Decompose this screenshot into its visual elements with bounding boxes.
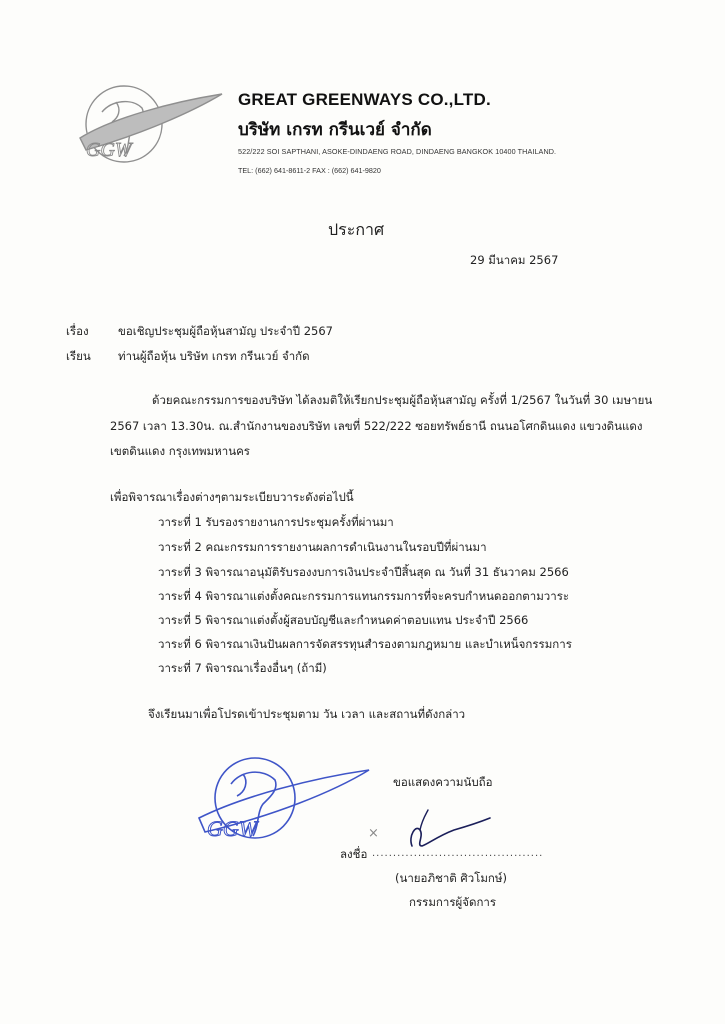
company-address: 522/222 SOI SAPTHANI, ASOKE-DINDAENG ROAD, DINDAENG BANGKOK 10400 THAILAND. — [238, 147, 557, 156]
subject-text: ขอเชิญประชุมผู้ถือหุ้นสามัญ ประจำปี 2567 — [118, 324, 333, 338]
regards-text: ขอแสดงความนับถือ — [393, 775, 493, 789]
signature-line: ......................................... — [372, 848, 544, 859]
agenda-item-3: วาระที่ 3 พิจารณาอนุมัติรับรองงบการเงินประจำปีสิ้นสุด ณ วันที่ 31 ธันวาคม 2566 — [158, 565, 569, 579]
agenda-item-6: วาระที่ 6 พิจารณาเงินปันผลการจัดสรรทุนสำรองตามกฎหมาย และบำเหน็จกรรมการ — [158, 637, 572, 651]
recipient-label: เรียน — [66, 349, 91, 363]
recipient-text: ท่านผู้ถือหุ้น บริษัท เกรท กรีนเวย์ จำกัด — [118, 349, 310, 363]
x-mark-icon: × — [368, 826, 379, 841]
agenda-item-1: วาระที่ 1 รับรองรายงานการประชุมครั้งที่ผ่านมา — [158, 515, 394, 529]
stamp-text: GGW — [207, 816, 258, 841]
body-line-2: 2567 เวลา 13.30น. ณ.สำนักงานของบริษัท เลขที่ 522/222 ซอยทรัพย์ธานี ถนนอโศกดินแดง แขวงดินแดง — [110, 419, 643, 433]
subject-label: เรื่อง — [66, 324, 89, 338]
agenda-item-2: วาระที่ 2 คณะกรรมการรายงานผลการดำเนินงานในรอบปีที่ผ่านมา — [158, 540, 487, 554]
company-name-th: บริษัท เกรท กรีนเวย์ จำกัด — [238, 120, 432, 140]
agenda-item-5: วาระที่ 5 พิจารณาแต่งตั้งผู้สอบบัญชีและกำหนดค่าตอบแทน ประจำปี 2566 — [158, 613, 529, 627]
signer-name: (นายอภิชาติ ศิวโมกษ์) — [395, 871, 507, 885]
logo-text: GGW — [86, 139, 132, 161]
page-title: ประกาศ — [328, 220, 385, 239]
body-line-3: เขตดินแดง กรุงเทพมหานคร — [110, 444, 250, 458]
signer-position: กรรมการผู้จัดการ — [409, 895, 497, 909]
agenda-item-4: วาระที่ 4 พิจารณาแต่งตั้งคณะกรรมการแทนกรรมการที่จะครบกำหนดออกตามวาระ — [158, 589, 570, 603]
agenda-intro: เพื่อพิจารณาเรื่องต่างๆตามระเบียบวาระดังต่อไปนี้ — [110, 490, 354, 504]
company-contact: TEL: (662) 641-8611-2 FAX : (662) 641-9820 — [238, 166, 381, 175]
sign-label: ลงชื่อ — [340, 847, 368, 861]
body-line-1: ด้วยคณะกรรมการของบริษัท ได้ลงมติให้เรียกประชุมผู้ถือหุ้นสามัญ ครั้งที่ 1/2567 ในวันที่ 30 เมษายน — [152, 393, 653, 407]
company-logo — [72, 72, 232, 182]
closing-text: จึงเรียนมาเพื่อโปรดเข้าประชุมตาม วัน เวลา และสถานที่ดังกล่าว — [148, 707, 466, 721]
signature-icon — [398, 806, 494, 852]
document-date: 29 มีนาคม 2567 — [470, 253, 559, 267]
company-name-en: GREAT GREENWAYS CO.,LTD. — [238, 90, 491, 109]
company-stamp — [193, 748, 373, 858]
agenda-item-7: วาระที่ 7 พิจารณาเรื่องอื่นๆ (ถ้ามี) — [158, 661, 327, 675]
